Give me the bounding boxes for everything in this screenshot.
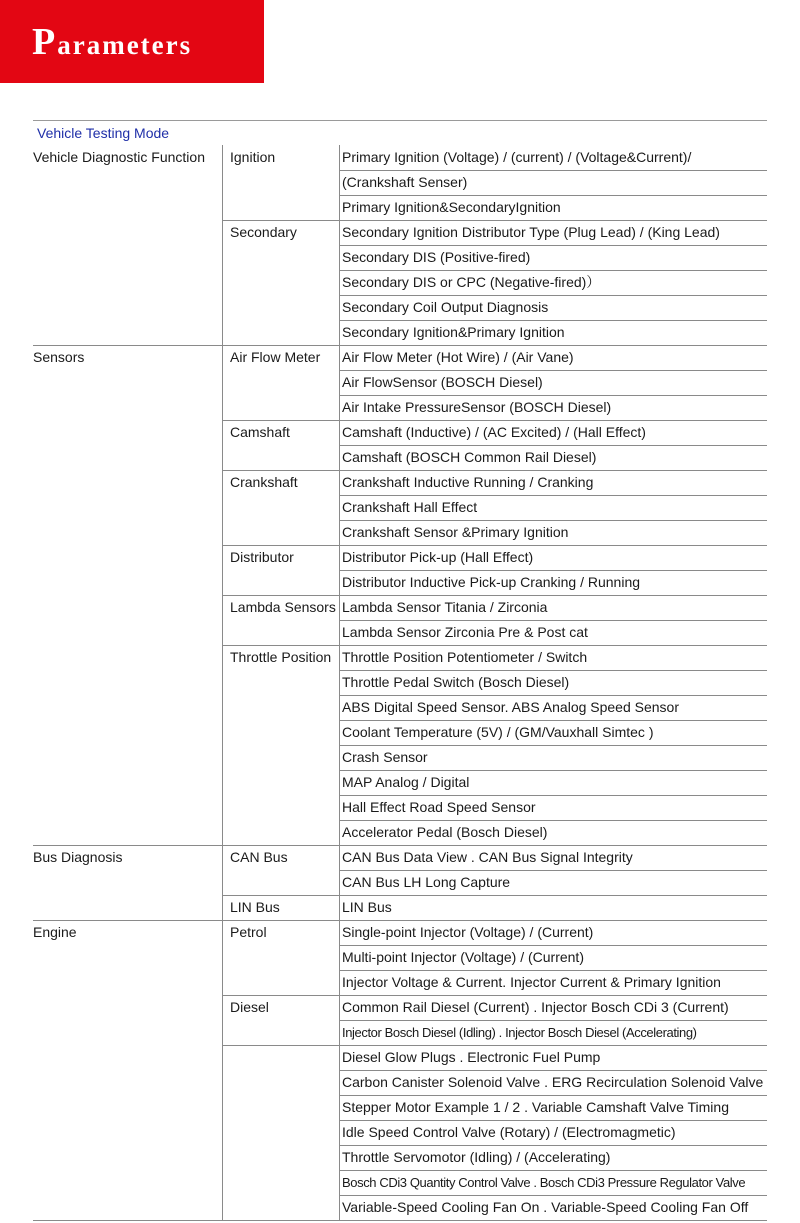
parameter-item: Crankshaft Hall Effect: [342, 499, 478, 515]
parameter-item: Secondary Ignition&Primary Ignition: [342, 324, 565, 340]
group-column-rule: [339, 895, 340, 920]
parameter-item: Camshaft (BOSCH Common Rail Diesel): [342, 449, 597, 465]
parameter-item: Carbon Canister Solenoid Valve . ERG Recirculation Solenoid Valve: [342, 1074, 764, 1090]
group-label: Throttle Position: [230, 649, 332, 665]
parameter-item: Lambda Sensor Titania / Zirconia: [342, 599, 548, 615]
parameter-item: Primary Ignition&SecondaryIgnition: [342, 199, 561, 215]
parameter-item: Air FlowSensor (BOSCH Diesel): [342, 374, 543, 390]
group-column-rule: [339, 220, 340, 345]
group-label: Petrol: [230, 924, 267, 940]
group-column-rule: [339, 545, 340, 595]
parameter-item: Secondary DIS (Positive-fired): [342, 249, 531, 265]
section-label: Bus Diagnosis: [33, 849, 123, 865]
title-banner: [0, 0, 264, 83]
header-rule: [33, 120, 767, 121]
group-label: Air Flow Meter: [230, 349, 321, 365]
group-column-rule: [339, 420, 340, 470]
parameter-item: Distributor Pick-up (Hall Effect): [342, 549, 534, 565]
parameter-item: Crankshaft Inductive Running / Cranking: [342, 474, 594, 490]
parameter-item: Air Flow Meter (Hot Wire) / (Air Vane): [342, 349, 574, 365]
section-column-rule: [222, 920, 223, 1220]
section-label: Sensors: [33, 349, 85, 365]
parameter-item: Throttle Position Potentiometer / Switch: [342, 649, 588, 665]
mode-label: Vehicle Testing Mode: [37, 125, 170, 141]
parameter-item: Diesel Glow Plugs . Electronic Fuel Pump: [342, 1049, 601, 1065]
parameter-item: Common Rail Diesel (Current) . Injector Bosch CDi 3 (Current): [342, 999, 729, 1015]
section-label: Vehicle Diagnostic Function: [33, 149, 205, 165]
group-label: CAN Bus: [230, 849, 288, 865]
parameter-item: Crash Sensor: [342, 749, 428, 765]
section-column-rule: [222, 345, 223, 845]
parameter-item: Multi-point Injector (Voltage) / (Current): [342, 949, 584, 965]
parameters-table: [33, 145, 767, 1223]
parameter-item: LIN Bus: [342, 899, 392, 915]
group-column-rule: [339, 645, 340, 845]
parameter-item: Hall Effect Road Speed Sensor: [342, 799, 536, 815]
parameter-item: Accelerator Pedal (Bosch Diesel): [342, 824, 548, 840]
parameter-item: Throttle Servomotor (Idling) / (Accelerating): [342, 1149, 611, 1165]
group-column-rule: [339, 1045, 340, 1220]
group-column-rule: [339, 845, 340, 895]
page-title-initial: P: [32, 21, 58, 63]
parameter-item: Single-point Injector (Voltage) / (Current): [342, 924, 594, 940]
parameter-item: Bosch CDi3 Quantity Control Valve . Bosch CDi3 Pressure Regulator Valve: [342, 1175, 746, 1190]
parameter-item: Lambda Sensor Zirconia Pre & Post cat: [342, 624, 588, 640]
parameter-item: Stepper Motor Example 1 / 2 . Variable Camshaft Valve Timing: [342, 1099, 729, 1115]
group-label: Camshaft: [230, 424, 290, 440]
parameter-item: Camshaft (Inductive) / (AC Excited) / (Hall Effect): [342, 424, 646, 440]
section-column-rule: [222, 145, 223, 345]
group-label: Distributor: [230, 549, 294, 565]
group-column-rule: [339, 995, 340, 1045]
parameter-item: Throttle Pedal Switch (Bosch Diesel): [342, 674, 570, 690]
parameter-item: Injector Bosch Diesel (Idling) . Injector Bosch Diesel (Accelerating): [342, 1025, 697, 1040]
group-label: Crankshaft: [230, 474, 298, 490]
group-label: LIN Bus: [230, 899, 280, 915]
table-bottom-rule: [33, 1220, 767, 1221]
parameter-item: Distributor Inductive Pick-up Cranking / Running: [342, 574, 641, 590]
parameter-item: Secondary Ignition Distributor Type (Plug Lead) / (King Lead): [342, 224, 720, 240]
parameter-item: Coolant Temperature (5V) / (GM/Vauxhall Simtec ): [342, 724, 654, 740]
parameter-item: CAN Bus LH Long Capture: [342, 874, 511, 890]
group-column-rule: [339, 920, 340, 995]
group-label: Diesel: [230, 999, 269, 1015]
parameter-item: Variable-Speed Cooling Fan On . Variable-Speed Cooling Fan Off: [342, 1199, 749, 1215]
parameter-item: CAN Bus Data View . CAN Bus Signal Integrity: [342, 849, 633, 865]
parameter-item: Air Intake PressureSensor (BOSCH Diesel): [342, 399, 612, 415]
group-column-rule: [339, 145, 340, 220]
parameter-item: Primary Ignition (Voltage) / (current) / (Voltage&Current)/: [342, 149, 692, 165]
group-label: Lambda Sensors: [230, 599, 336, 615]
parameter-item: Injector Voltage & Current. Injector Current & Primary Ignition: [342, 974, 721, 990]
section-label: Engine: [33, 924, 77, 940]
parameter-item: (Crankshaft Senser): [342, 174, 468, 190]
parameter-item: Crankshaft Sensor &Primary Ignition: [342, 524, 569, 540]
page-title-rest: arameters: [57, 30, 193, 60]
parameter-item: ABS Digital Speed Sensor. ABS Analog Speed Sensor: [342, 699, 680, 715]
group-column-rule: [339, 345, 340, 420]
parameter-item: Secondary DIS or CPC (Negative-fired)）: [342, 274, 601, 290]
parameter-item: Secondary Coil Output Diagnosis: [342, 299, 549, 315]
parameter-item: Idle Speed Control Valve (Rotary) / (Electromagmetic): [342, 1124, 676, 1140]
group-label: Secondary: [230, 224, 297, 240]
group-label: Ignition: [230, 149, 276, 165]
parameter-item: MAP Analog / Digital: [342, 774, 470, 790]
group-column-rule: [339, 595, 340, 645]
section-column-rule: [222, 845, 223, 920]
group-column-rule: [339, 470, 340, 545]
page-title: [32, 18, 192, 69]
group-divider: [222, 895, 767, 896]
